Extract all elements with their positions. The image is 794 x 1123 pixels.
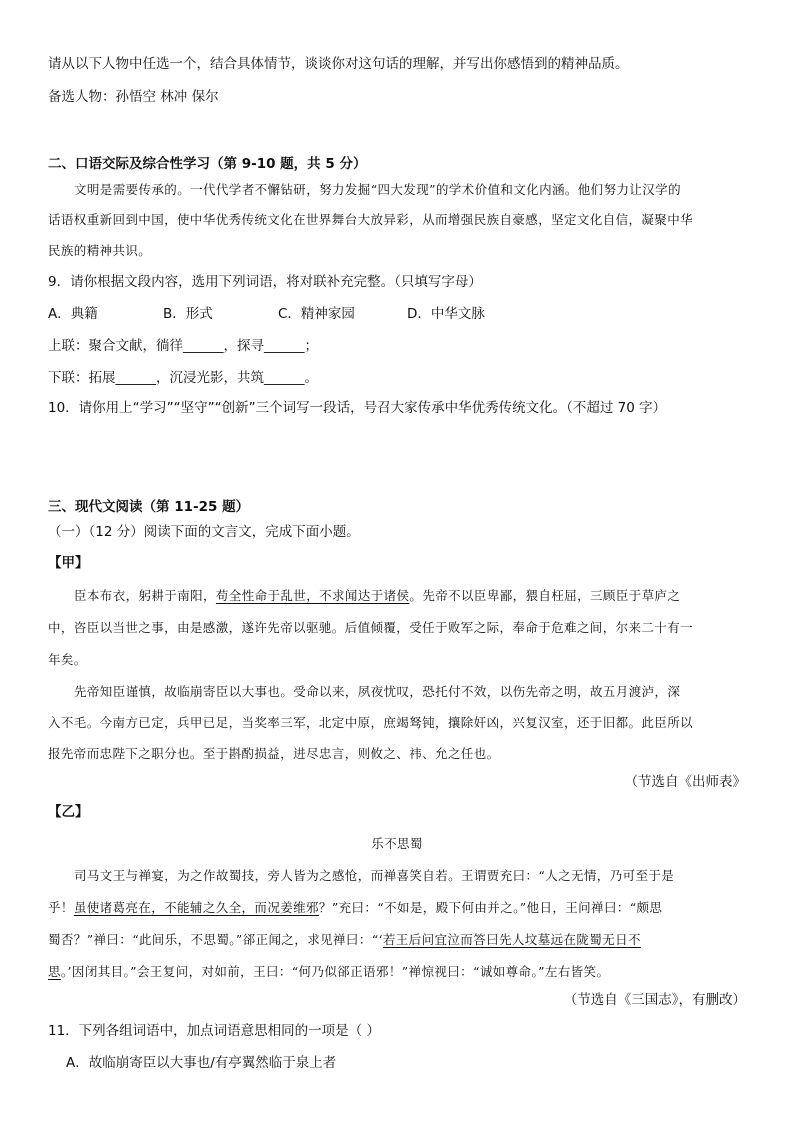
- yi-passage-line: 乎！虽使诸葛亮在，不能辅之久全，而况姜维邪？”充曰：“不如是，殿下何由并之。”他日，王问禅曰：“颇思: [48, 900, 663, 915]
- section3-subheading: （一）（12 分）阅读下面的文言文，完成下面小题。: [48, 524, 360, 540]
- option-d: D．中华文脉: [407, 306, 485, 322]
- jia-source: （节选自《出师表》: [624, 774, 746, 790]
- question-9: 9．请你根据文段内容，选用下列词语，将对联补充完整。（只填写字母）: [48, 274, 482, 290]
- yi-passage-line: 司马文王与禅宴，为之作故蜀技，旁人皆为之感怆，而禅喜笑自若。王谓贾充曰：“人之无情，乃可至于是: [74, 868, 675, 883]
- question-10: 10．请你用上“学习”“坚守”“创新”三个词写一段话，号召大家传承中华优秀传统文化。（不超过 70 字）: [48, 400, 667, 416]
- intro-question-line: 请从以下人物中任选一个，结合具体情节，谈谈你对这句话的理解，并写出你感悟到的精神品质。: [48, 56, 629, 72]
- question-11-option-a: A．故临崩寄臣以大事也/有亭翼然临于泉上者: [66, 1055, 337, 1071]
- couplet-upper: 上联：聚合文献，徜徉______，探寻______；: [48, 338, 318, 354]
- underlined-sentence: 虽使诸葛亮在，不能辅之久全，而况姜维邪: [73, 900, 319, 915]
- yi-source: （节选自《三国志》，有删改）: [563, 992, 746, 1008]
- option-a: A．典籍: [48, 306, 98, 322]
- section2-heading: 二、口语交际及综合性学习（第 9-10 题，共 5 分）: [48, 156, 367, 172]
- underlined-sentence: 若王后问宜泣而答曰先人坟墓远在陇蜀无日不: [382, 932, 641, 947]
- yi-passage-line: 蜀否？”禅曰：“此间乐，不思蜀。”郤正闻之，求见禅曰：“‘若王后问宜泣而答曰先人坟墓远在陇蜀无日不: [48, 932, 641, 947]
- jia-passage-line: 报先帝而忠陛下之职分也。至于斟酌损益，进尽忠言，则攸之、祎、允之任也。: [48, 746, 500, 761]
- section2-passage-line: 话语权重新回到中国，使中华优秀传统文化在世界舞台大放异彩，从而增强民族自豪感，坚定文化自信，凝聚中华: [48, 212, 694, 227]
- question-11: 11．下列各组词语中，加点词语意思相同的一项是（ ）: [48, 1023, 380, 1039]
- jia-passage-line: 臣本布衣，躬耕于南阳，苟全性命于乱世，不求闻达于诸侯。先帝不以臣卑鄙，猥自枉屈，三顾臣于草庐之: [74, 588, 681, 603]
- section2-passage-line: 民族的精神共识。: [48, 243, 152, 258]
- option-c: C．精神家园: [278, 306, 355, 322]
- option-b: B．形式: [163, 306, 213, 322]
- jia-passage-line: 入不毛。今南方已定，兵甲已足，当奖率三军，北定中原，庶竭驽钝，攘除奸凶，兴复汉室，还于旧都。此臣所以: [48, 715, 694, 730]
- jia-passage-line: 中，咨臣以当世之事，由是感激，遂许先帝以驱驰。后值倾覆，受任于败军之际，奉命于危难之间，尔来二十有一: [48, 620, 694, 635]
- jia-passage-line: 先帝知臣谨慎，故临崩寄臣以大事也。受命以来，夙夜忧叹，恐托付不效，以伤先帝之明，故五月渡泸，深: [74, 684, 681, 699]
- yi-passage-line: 思。’因闭其目。”会王复问，对如前，王曰：“何乃似郤正语邪！”禅惊视曰：“诚如尊命。”左右皆笑。: [48, 964, 610, 979]
- intro-candidates-line: 备选人物：孙悟空 林冲 保尔: [48, 89, 219, 105]
- passage-yi-label: 【乙】: [48, 804, 89, 820]
- section3-heading: 三、现代文阅读（第 11-25 题）: [48, 499, 250, 515]
- passage-jia-label: 【甲】: [48, 555, 89, 571]
- jia-passage-line: 年矣。: [48, 652, 87, 667]
- underlined-sentence: 苟全性命于乱世，不求闻达于诸侯: [215, 588, 410, 603]
- section2-passage-line: 文明是需要传承的。一代代学者不懈钻研，努力发掘“四大发现”的学术价值和文化内涵。他们努力让汉学的: [74, 182, 681, 197]
- couplet-lower: 下联：拓展______，沉浸光影，共筑______。: [48, 370, 318, 386]
- yi-title: 乐不思蜀: [371, 836, 423, 851]
